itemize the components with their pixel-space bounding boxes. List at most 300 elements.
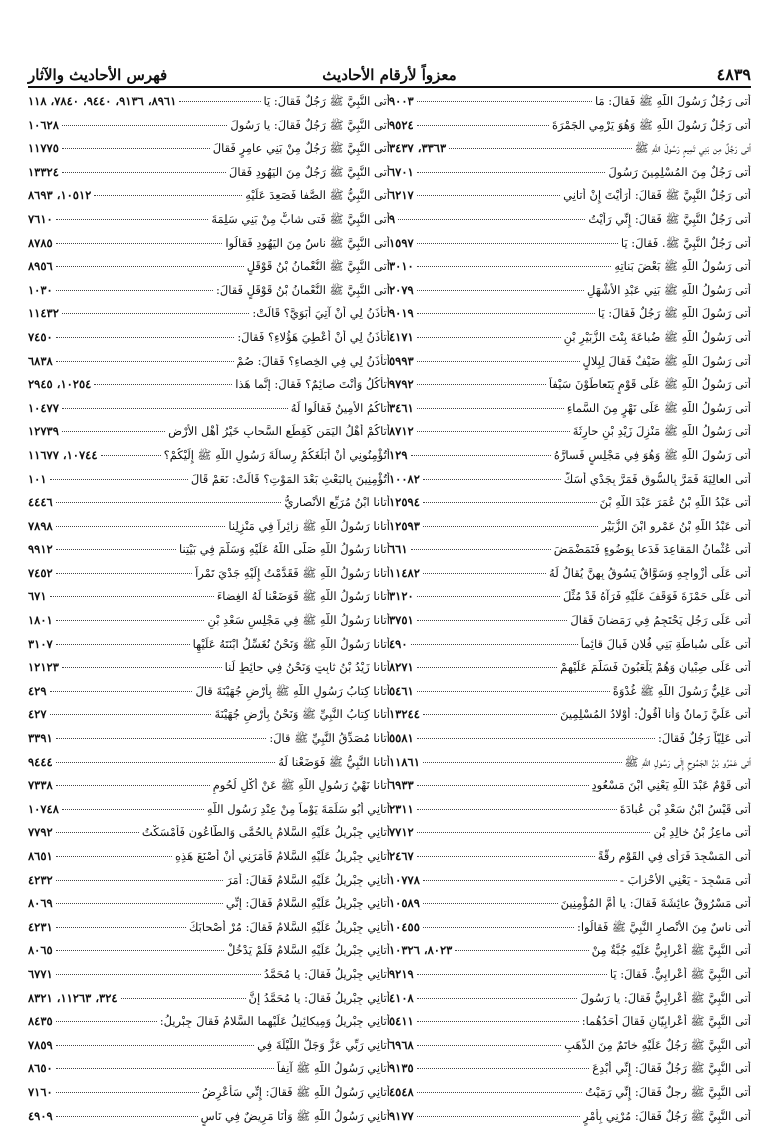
entry-text: أتى النَّبِيَّ ﷺ رَجُلٌ فَقالَ: يا رَسُولَ [230,117,390,132]
index-entry [389,259,751,283]
entry-number: ١٣٣٢٤ [28,164,59,179]
leader-dots [417,195,560,196]
entry-text: أتى عَلَى سُباطَةِ بَنِي فُلانٍ فَبالَ قائِماً [580,636,751,651]
index-entry [389,707,751,731]
entry-number: ٦٧٧١ [28,966,53,981]
index-entry [28,613,390,637]
index-entry [389,589,751,613]
entry-number: ١٠٧٤٨ [28,801,59,816]
entry-text: أتانا رَسُولُ اللَّهِ ﷺ فِي مَجْلِسِ سَعْدِ بْنِ [207,613,390,628]
leader-dots [417,313,595,314]
index-entry [28,637,390,661]
entry-text: أتى النَّبِيَّ ﷺ رَجُلٌ فَقالَ: يَا [263,94,390,108]
index-entry [28,991,390,1015]
entry-text: أتى النَّبِيُّ ﷺ الصَّفا فَصَعِدَ عَلَيْهِ [245,188,390,203]
index-entry [389,802,751,826]
entry-text: أتى رَجُلٌ رَسُولَ اللَّهِ ﷺ وَهُوَ يَرْمِي الجَمْرَةَ [552,117,751,132]
index-entry [389,943,751,967]
index-entry [28,472,390,496]
entry-text: أتى مَسْرُوقٌ عائِشَةَ فَقالَ: يا أُمَّ المُؤْمِنِينَ [560,896,751,911]
entry-number: ٦٢١٧ [389,188,414,203]
entry-number: ٦٩٦٨ [389,1037,414,1052]
index-entry [28,118,390,142]
index-entry [389,566,751,590]
leader-dots [423,502,597,503]
leader-dots [62,408,288,409]
entry-number: ٧٨٥٩ [28,1037,53,1052]
leader-dots [56,644,190,645]
leader-dots [417,691,610,692]
entry-text: أتانِي جِبْرِيلُ عَلَيْهِ السَّلامُ فَقالَ: أَمَرَ [226,872,390,887]
leader-dots [417,384,546,385]
entry-text: أتانِي أَبُو سَلَمَةَ يَوْماً مِنْ عِنْدِ رَسُولِ اللَّهِ [206,801,390,816]
entry-number: ٥٤١١ [389,1014,414,1029]
entry-text: أتى ماعِزُ بْنُ خالِدِ بْنِ [653,825,751,840]
index-entry [389,141,751,165]
entry-number: ٥٩٩٣ [389,353,414,368]
leader-dots [50,691,193,692]
entry-text: أتى النَّبِيَّ ﷺ رَجُلٌ مِنْ بَنِي عامِرٍ فَقالَ [212,141,390,156]
index-entry [389,94,751,118]
entry-number: ٩٧٩٢ [389,377,414,392]
index-entry [28,354,390,378]
entry-number: ٤٥٤٨ [389,1084,414,1099]
leader-dots [62,667,222,668]
entry-text: أتانا كِتابُ رَسُولِ اللَّهِ ﷺ بِأَرْضِ جُهَيْنَةَ قالَ [195,683,390,698]
entry-number: ١٠٠٨٢ [389,471,420,486]
entry-text: أتانا النَّبِيُّ ﷺ فَوَضَعْنا لَهُ [278,754,390,769]
entry-text: أتى عَلَى رَجُلٍ يَحْتَجِمُ فِي رَمَضانَ فَقالَ [570,613,751,628]
entry-number: ١١٨٦١ [389,754,420,769]
index-entry [28,377,390,401]
leader-dots [56,903,223,904]
entry-text: أتانِي جِبْرِيلُ عَلَيْهِ السَّلامُ فَأَمَرَنِي أَنْ أَصْنَعَ هَذِهِ [175,849,390,863]
leader-dots [62,809,204,810]
leader-dots [94,195,242,196]
entry-number: ٩١٧٧ [389,1108,414,1123]
leader-dots [423,479,561,480]
entry-number: ١٠٦٢٨ [28,117,59,132]
index-entry [389,495,751,519]
entry-text: أتى رَسُولُ اللَّهِ ﷺ عَلَى قَوْمٍ يَتَعاطَوْنَ سَيْفاً [548,377,751,392]
leader-dots [56,361,234,362]
entry-number: ٧٣٣٨ [28,778,53,793]
entry-text: أتاكُمُ الأَمِينُ فَقالُوا لَهُ [290,400,390,415]
entry-number: ٤١٠٨ [389,990,414,1005]
entry-text: أتى النَّبِيَّ ﷺ رَجُلٌ فَقالَ: مُرْنِي بِأَمْرٍ [583,1108,751,1123]
index-entry [28,188,390,212]
entry-number: ٩٠١٩ [389,306,414,321]
leader-dots [56,785,210,786]
index-entry [28,755,390,779]
leader-dots [56,243,223,244]
leader-dots [62,172,226,173]
entry-number: ٨٦٥١ [28,849,53,863]
index-entry [28,825,390,849]
leader-dots [56,526,226,527]
index-entry [389,896,751,920]
leader-dots [417,998,578,999]
leader-dots [423,526,599,527]
entry-text: أتى العالِيَةَ فَمَرَّ بِالسُّوقِ فَمَرَّ بِجَدْيٍ أَسَكَّ [563,471,751,486]
entry-number: ٨٢٧١ [389,660,414,675]
leader-dots [56,974,261,975]
leader-dots [56,620,205,621]
entry-text: أتى مَسْجِدَ - يَعْنِي الأَحْزابَ - [620,872,751,887]
leader-dots [455,950,588,951]
index-entry [28,495,390,519]
entry-text: أتانا رَسُولُ اللَّهِ صَلَّى اللَّهُ عَلَيْهِ وَسَلَّمَ فِي بَيْتِنا [179,542,390,557]
leader-dots [423,903,558,904]
entry-number: ٩٢١٩ [389,966,414,981]
leader-dots [417,1092,582,1093]
entry-number: ١١٤٨٢ [389,565,420,580]
entry-number: ٧٦١٠ [28,211,53,226]
entry-number: ١١٤٣٢ [28,306,59,321]
entry-text: أتى رَسُولُ اللَّهِ ﷺ بَعْضَ بَناتِهِ [614,259,751,274]
entry-number: ٨٧١٢ [389,424,414,439]
index-entry [389,306,751,330]
entry-number: ٦٧١ [28,589,47,604]
entry-number: ٢٤٦٧ [389,849,414,863]
leader-dots [417,361,580,362]
entry-number: ٢٠٧٩ [389,282,414,297]
index-entry [389,401,751,425]
index-entry [28,1061,390,1085]
index-entry [389,613,751,637]
leader-dots [56,1021,157,1022]
entry-text: أتى رَجُلٌ النَّبِيَّ ﷺ فَقالَ: إِنِّي رَأَيْتُ [588,211,751,226]
index-entry [28,306,390,330]
entry-number: ٧٤٥٢ [28,565,53,580]
entry-text: أتى النَّبِيَّ ﷺ أَعْرابِيٌّ فَقالَ: يا رَسُولَ [580,990,751,1005]
entry-number: ٥٤٦١ [389,683,414,698]
entry-number: ٤٩٠٩ [28,1108,53,1123]
entry-number: ٨٩٥٦ [28,259,53,274]
entry-text: أتى عَبْدُ اللَّهِ بْنُ عَمْرٍو ابْنَ الزُّبَيْرِ [601,518,751,533]
entry-number: ١٠٢٥٤، ٢٩٤٥ [28,377,92,392]
index-entry [389,825,751,849]
index-entry [28,566,390,590]
index-entry [389,448,751,472]
entry-number: ٧٧١٢ [389,825,414,840]
leader-dots [411,644,578,645]
header-rule [28,86,751,88]
entry-text: أتى النَّبِيَّ ﷺ النُّعْمانُ بْنُ قَوْقَلٍ فَقالَ: [216,282,390,297]
leader-dots [56,856,172,857]
entry-number: ٨٠٦٩ [28,896,53,911]
leader-dots [398,219,585,220]
entry-text: أتى عَبْدُ اللَّهِ بْنُ عُمَرَ عَبْدَ اللَّهِ بْنَ [599,495,751,510]
entry-text: أتانِي رَسُولُ اللَّهِ ﷺ آنِفاً [276,1061,390,1076]
entry-text: أتانا زَيْدُ بْنُ ثابِتٍ وَنَحْنُ فِي حائِطٍ لَنا [224,660,390,675]
leader-dots [56,1045,254,1046]
entry-text: أتانِي جِبْرِيلُ وَمِيكائِيلُ عَلَيْهِما السَّلامُ فَقالَ جِبْرِيلُ: [159,1014,390,1029]
entry-number: ٤٩٠ [389,636,408,651]
entry-text: أتى عُثْمانُ المَقاعِدَ فَدَعا بِوَضُوءٍ فَتَمَضْمَضَ [553,542,751,557]
leader-dots [417,1068,590,1069]
entry-number: ٥٥٨١ [389,731,414,746]
entry-number: ٦٨٣٨ [28,353,53,368]
index-entry [28,802,390,826]
entry-text: أتى رَجُلٌ النَّبِيَّ ﷺ. فَقالَ: يَا [620,235,751,250]
entry-text: أتأذَنُ لِي أَنْ أُعْطِيَ هَؤُلاءِ؟ فَقالَ: [237,329,390,344]
entry-text: أتانِي جِبْرِيلُ عَلَيْهِ السَّلامُ فَقالَ: مُرْ أَصْحابَكَ [188,919,390,934]
entry-text: أتى رَسُولُ اللَّهِ ﷺ عَلَى نَهْرٍ مِنَ السَّماءِ [566,400,751,415]
index-entry [28,1014,390,1038]
entry-number: ١٠٥٨٩ [389,896,420,911]
section-title: فهرس الأحاديث والآثار [28,66,168,84]
entry-number: ١٨٠١ [28,613,53,628]
index-entry [389,118,751,142]
entry-number: ٣٠١٠ [389,259,414,274]
entry-number: ١٠٣٠ [28,282,53,297]
entry-text: أتانِي جِبْرِيلُ فَقالَ: يا مُحَمَّدُ إِنَّ [248,990,390,1005]
entry-text: أتى رَجُلٌ النَّبِيَّ ﷺ فَقالَ: أَرَأَيْتَ إِنْ أَتانِي [563,188,751,203]
entry-text: أتى النَّبِيَّ ﷺ أَعْرابِيٌّ عَلَيْهِ جُبَّةٌ مِنْ [591,943,751,958]
index-entry [28,448,390,472]
index-entry [28,1038,390,1062]
entry-text: أتانا رَسُولُ اللَّهِ ﷺ فَوَضَعْنا لَهُ الغِضاءَ [216,589,390,604]
leader-dots [417,290,584,291]
entry-number: ٣٣٩١ [28,731,53,746]
leader-dots [56,1116,198,1117]
right-column [389,94,751,1132]
entry-number: ٦٦١ [389,542,408,557]
entry-text: أتانِي جِبْرِيلُ فَقالَ: يا مُحَمَّدُ [263,966,390,981]
index-entry [28,165,390,189]
leader-dots [56,337,235,338]
entry-number: ٣١٢٠ [389,589,414,604]
leader-dots [417,856,595,857]
leader-dots [101,455,161,456]
leader-dots [417,337,561,338]
index-entry [28,1109,390,1132]
leader-dots [56,950,224,951]
index-entry [389,991,751,1015]
leader-dots [56,762,276,763]
entry-number: ٨٠٦٥ [28,943,53,958]
index-entry [389,424,751,448]
leader-dots [423,762,622,763]
index-entry [389,1109,751,1132]
entry-number: ٧١٦٠ [28,1084,53,1099]
leader-dots [417,1021,579,1022]
entry-text: أتى رَسُولَ اللَّهِ ﷺ رَجُلٌ فَقالَ: يَا [597,306,751,321]
entry-number: ٤٢٧ [28,707,47,722]
index-entry [389,637,751,661]
entry-text: أتُؤْمِنِينَ بِالبَعْثِ بَعْدَ المَوْتِ؟ قَالَتْ: نَعَمْ قَالَ [190,471,390,486]
leader-dots [56,880,223,881]
entry-text: أتى رَجُلٌ مِنَ المُسْلِمِينَ رَسُولَ [608,164,751,179]
leader-dots [56,219,209,220]
index-entry [28,589,390,613]
entry-text: أتى النَّبِيَّ ﷺ رجلٌ فَقالَ: إِنِّي رَمَيْتُ [585,1084,751,1099]
index-entry [389,354,751,378]
entry-text: أتى النَّبِيَّ ﷺ ناسٌ مِنَ اليَهُودِ فَقالُوا [225,235,390,250]
index-entry [389,542,751,566]
leader-dots [417,172,606,173]
entry-text: أتانا رَسُولُ اللَّهِ ﷺ فَقَدَّمْتُ إِلَيْهِ جَدْيَ تَمْراً [195,565,390,580]
entry-text: أتى رَجُلٌ رَسُولَ اللَّهِ ﷺ فَقالَ: مَا [594,94,751,108]
entry-text: أتانا نَهْيُ رَسُولِ اللَّهِ ﷺ عَنْ أَكْلِ لُحُومِ [212,778,390,793]
leader-dots [417,101,592,102]
entry-text: أتى قَيْسُ ابْنُ سَعْدِ بْنِ عُبادَةَ [619,801,751,816]
index-entry [28,967,390,991]
entry-text: أتى رَسُولَ اللَّهِ ﷺ ضَيْفٌ فَقالَ لِبِلالٍ [582,353,751,368]
entry-text: أتانا رَسُولُ اللَّهِ ﷺ زائِراً فِي مَنْزِلِنا [228,518,390,533]
entry-text: أتى رَسُولُ اللَّهِ ﷺ ضُباعَةَ بِنْتَ الزُّبَيْرِ بْنِ [563,329,751,344]
left-column [28,94,390,1132]
entry-number: ٨٤٣٥ [28,1014,53,1029]
entry-text: أتى النَّبِيَّ ﷺ رَجُلٌ عَلَيْهِ خاتَمٌ مِنَ الذَّهَبِ [564,1037,751,1052]
leader-dots [56,502,282,503]
index-entry [389,967,751,991]
entry-number: ١٣٢٤٤ [389,707,420,722]
entry-number: ٨٧٨٥ [28,235,53,250]
entry-text: أتأكُلُ وَأَنْتَ صائِمٌ؟ فَقالَ: إِنَّما هَذا [235,377,390,392]
leader-dots [411,549,551,550]
entry-text: أتاكُمْ أَهْلُ اليَمَنِ كَقِطَعِ السَّحابِ خَيْرُ أَهْلِ الأَرْضِ [168,424,390,439]
index-entry [389,519,751,543]
index-entry [28,896,390,920]
index-entry [389,330,751,354]
leader-dots [50,479,188,480]
entry-number: ١٠٤٧٧ [28,400,59,415]
leader-dots [121,998,246,999]
entry-number: ١٥٩٧ [389,235,414,250]
leader-dots [417,408,564,409]
entry-number: ٧٤٥٠ [28,329,53,344]
leader-dots [56,832,139,833]
index-entry [28,212,390,236]
index-entry [389,778,751,802]
entry-number: ٧٨٩٨ [28,518,53,533]
index-entry [28,920,390,944]
entry-text: أتى عَلِيٌّ رَسُولَ اللَّهِ ﷺ غُدْوَةً [612,683,751,698]
page-header [28,60,751,84]
entry-text: أتى النَّبِيَّ ﷺ أَعْرابِيٌّ. فَقالَ: يَا [609,966,751,981]
leader-dots [417,667,557,668]
index-entry [28,283,390,307]
leader-dots [417,266,612,267]
index-entry [389,731,751,755]
entry-text: أتى عَلَيَّ زَمانٌ وَأَنا أَقُولُ: أَوْلادُ المُسْلِمِينَ [560,707,751,722]
entry-number: ٤٢٣١ [28,919,53,934]
index-entry [389,1085,751,1109]
entry-number: ٨٩٦١، ٩١٣٦، ٩٤٤٠، ٧٨٤٠، ١١٨ [28,94,177,108]
leader-dots [62,125,227,126]
leader-dots [417,1045,561,1046]
index-entry [389,188,751,212]
entry-number: ٩٠٠٣ [389,94,414,108]
index-entry [28,519,390,543]
leader-dots [56,1068,274,1069]
entry-number: ٦٩٣٣ [389,778,414,793]
index-entry [28,707,390,731]
index-entry [28,1085,390,1109]
index-entry [28,236,390,260]
entry-number: ١٠٧٧٨ [389,872,420,887]
entry-number: ٣٤٦١ [389,400,414,415]
leader-dots [423,573,546,574]
entry-text: أتى النَّبِيَّ ﷺ أَعْرابِيّانِ فَقالَ أَحَدُهُما: [581,1014,751,1029]
index-entry [389,283,751,307]
index-entry [389,873,751,897]
entry-text: أتانِي رَبِّي عَزَّ وَجَلَّ اللَّيْلَةَ فِي [257,1037,390,1052]
leader-dots [417,738,655,739]
index-entry [28,141,390,165]
leader-dots [62,148,210,149]
entry-number: ٩ [389,211,396,226]
leader-dots [50,714,212,715]
entry-number: ١٠٥١٢، ٨٦٩٣ [28,188,92,203]
index-entry [28,401,390,425]
entry-text: أتانِي جِبْرِيلُ عَلَيْهِ السَّلامُ فَلَمْ يَدْخُلْ [226,943,390,958]
entry-number: ٩٤٤٤ [28,754,53,769]
entry-text: أتى النَّبِيَّ ﷺ النُّعْمانُ بْنُ قَوْقَلٍ [246,259,390,274]
index-entry [389,660,751,684]
leader-dots [423,927,574,928]
entry-text: أتانِي جِبْرِيلُ عَلَيْهِ السَّلامُ فَقالَ: إِنِّي [225,896,390,911]
leader-dots [56,266,244,267]
index-entry [28,259,390,283]
index-entry [28,94,390,118]
leader-dots [94,384,232,385]
entry-number: ٨٠٢٣، ١٠٣٢٦ [389,943,453,958]
entry-number: ٣٣٦٣، ٣٤٣٧ [389,141,447,156]
index-entry [28,330,390,354]
entry-number: ٩٩١٢ [28,542,53,557]
entry-text: أتى عَمْرُو بْنُ الجَمُوحِ إِلَى رَسُولِ اللَّهِ ﷺ [624,754,751,769]
entry-text: أتُؤْمِنُونِي أَنْ أُبَلِّغَكُمْ رِسالَةَ رَسُولِ اللَّهِ ﷺ إِلَيْكُمْ؟ [163,447,390,462]
entry-number: ١٠٤٥٥ [389,919,420,934]
leader-dots [62,313,250,314]
index-entry [28,684,390,708]
entry-number: ١٢١٢٣ [28,660,59,675]
leader-dots [417,125,549,126]
entry-number: ٨٦٥٠ [28,1061,53,1076]
entry-number: ٧٧٩٢ [28,825,53,840]
entry-number: ٣٢٤، ١١٢٦٣، ٨٣٢١ [28,990,118,1005]
index-entry [28,873,390,897]
entry-text: أتى النَّبِيَّ ﷺ فَتى شابٌّ مِنْ بَنِي سَلِمَةَ [211,211,390,226]
leader-dots [56,290,213,291]
leader-dots [417,832,651,833]
entry-text: أتانا مُصَدِّقُ النَّبِيِّ ﷺ قالَ: [269,731,390,746]
entry-text: أتانِي جِبْرِيلُ عَلَيْهِ السَّلامُ بِالحُمَّى وَالطّاعُونِ فَأَمْسَكْتُ [141,825,390,840]
index-entry [389,920,751,944]
index-entry [28,731,390,755]
entry-text: أتانا كِتابُ النَّبِيِّ ﷺ وَنَحْنُ بِأَرْضِ جُهَيْنَةَ [214,707,390,722]
leader-dots [56,738,267,739]
entry-number: ١٢٩ [389,447,408,462]
index-entry [389,212,751,236]
index-entry [28,849,390,873]
leader-dots [56,573,192,574]
index-entry [389,755,751,779]
entry-text: أتانا رَسُولُ اللَّهِ ﷺ وَنَحْنُ نُغَسِّلُ ابْنَتَهُ عَلَيْهِا [192,636,390,651]
leader-dots [417,620,568,621]
index-entry [28,424,390,448]
entry-number: ١٢٥٩٣ [389,518,420,533]
entry-number: ١٢٥٩٤ [389,495,420,510]
entry-number: ٤٤٤٦ [28,495,53,510]
entry-number: ٣٧٥١ [389,613,414,628]
leader-dots [417,243,618,244]
entry-text: أتى رَسُولَ اللَّهِ ﷺ وَهُوَ فِي مَجْلِسٍ فَسارَّهُ [553,447,751,462]
entry-text: أتانِي رَسُولُ اللَّهِ ﷺ وَأَنَا مَرِيضٌ فِي نَاسٍ [200,1108,390,1123]
